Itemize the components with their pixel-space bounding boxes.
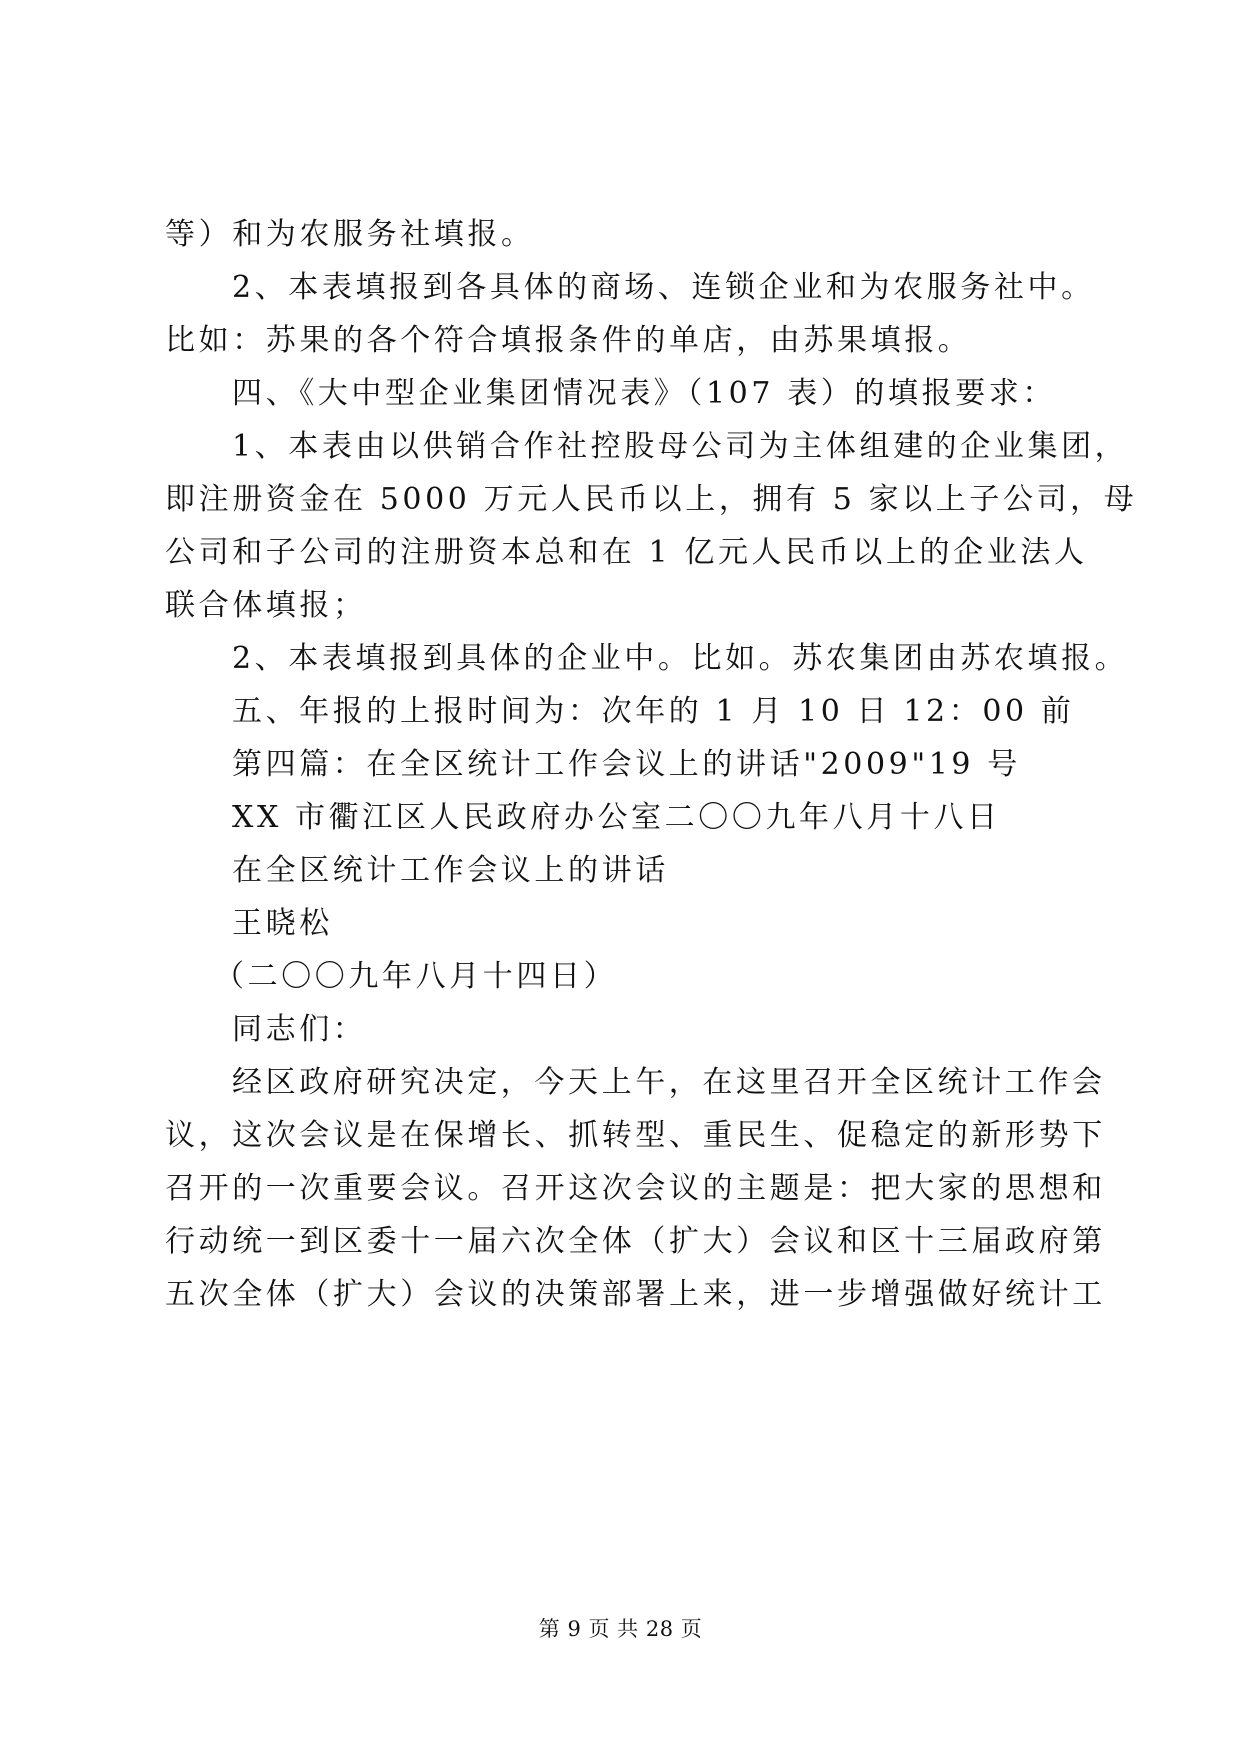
text-line-20: 行动统一到区委十一届六次全体（扩大）会议和区十三届政府第 xyxy=(165,1224,1106,1259)
speaker-name: 王晓松 xyxy=(232,906,333,941)
chapter-heading: 第四篇：在全区统计工作会议上的讲话"2009"19 号 xyxy=(232,747,1021,782)
issuing-office-line: XX 市衢江区人民政府办公室二〇〇九年八月十八日 xyxy=(232,800,1001,835)
section-heading-five: 五、年报的上报时间为：次年的 1 月 10 日 12：00 前 xyxy=(232,694,1075,729)
text-line-7: 公司和子公司的注册资本总和在 1 亿元人民币以上的企业法人 xyxy=(165,535,1088,570)
speech-title: 在全区统计工作会议上的讲话 xyxy=(232,853,669,888)
text-line-5: 1、本表由以供销合作社控股母公司为主体组建的企业集团， xyxy=(232,429,1129,464)
text-line-1: 等）和为农服务社填报。 xyxy=(165,217,535,252)
text-line-2: 2、本表填报到各具体的商场、连锁企业和为农服务社中。 xyxy=(232,270,1095,305)
text-line-6: 即注册资金在 5000 万元人民币以上，拥有 5 家以上子公司，母 xyxy=(165,482,1138,517)
salutation: 同志们： xyxy=(232,1012,367,1047)
text-line-21: 五次全体（扩大）会议的决策部署上来，进一步增强做好统计工 xyxy=(165,1277,1106,1312)
text-line-9: 2、本表填报到具体的企业中。比如。苏农集团由苏农填报。 xyxy=(232,641,1129,676)
section-heading-four: 四、《大中型企业集团情况表》（107 表）的填报要求： xyxy=(232,376,1056,411)
text-line-8: 联合体填报； xyxy=(165,588,367,623)
page-number-footer: 第 9 页 共 28 页 xyxy=(538,1617,703,1641)
text-line-18: 议，这次会议是在保增长、抓转型、重民生、促稳定的新形势下 xyxy=(165,1118,1106,1153)
speech-date: （二〇〇九年八月十四日） xyxy=(214,959,618,994)
text-line-3: 比如：苏果的各个符合填报条件的单店，由苏果填报。 xyxy=(165,323,972,358)
text-line-19: 召开的一次重要会议。召开这次会议的主题是：把大家的思想和 xyxy=(165,1171,1106,1206)
text-line-17: 经区政府研究决定，今天上午，在这里召开全区统计工作会 xyxy=(232,1065,1106,1100)
